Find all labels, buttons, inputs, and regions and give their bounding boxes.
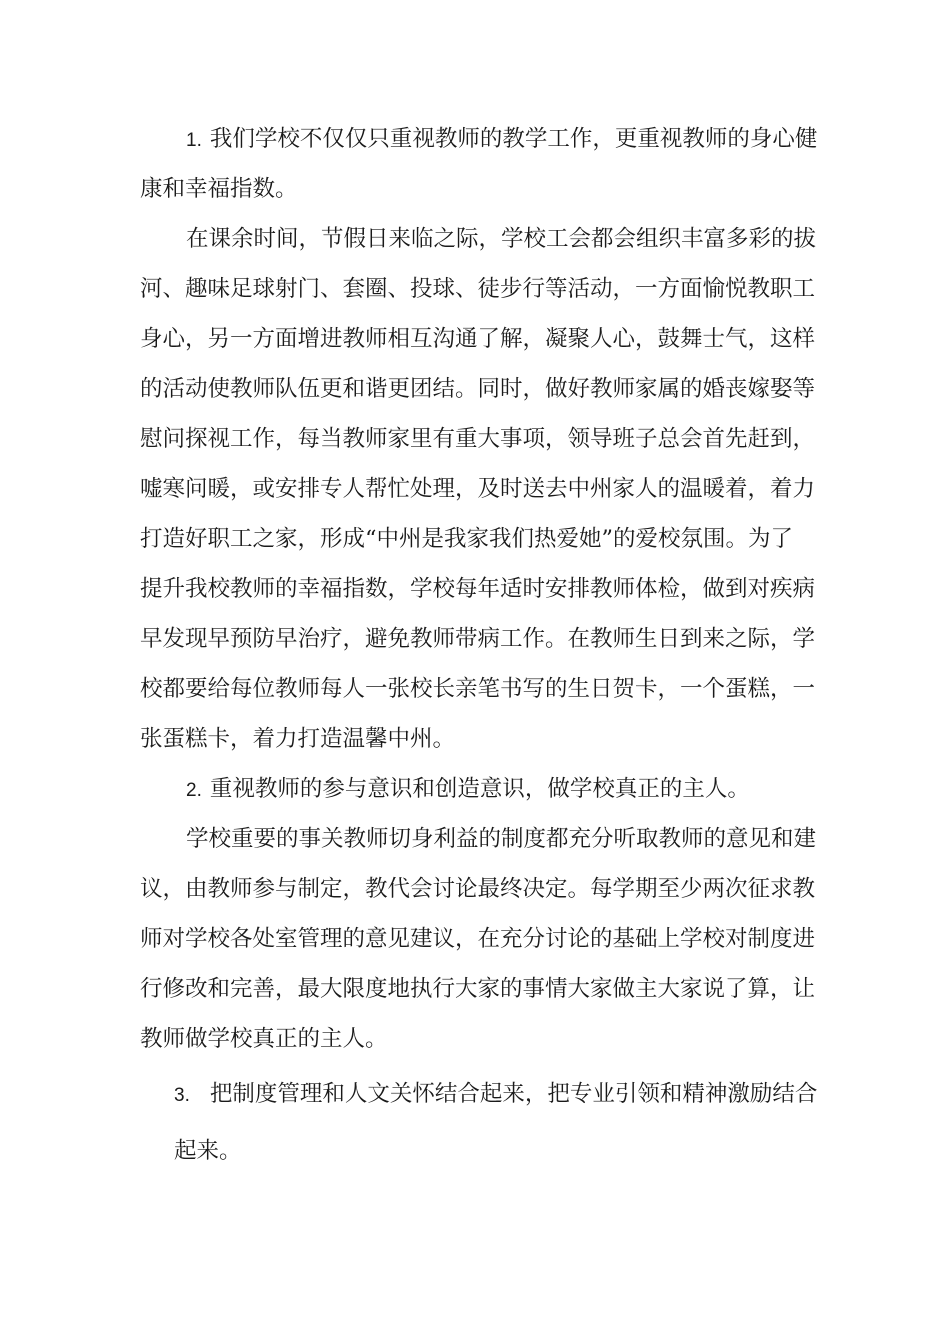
- section-1-body-line: 打造好职工之家，形成“中州是我家我们热爱她”的爱校氛围。为了: [140, 526, 794, 552]
- section-1-body-line: 早发现早预防早治疗，避免教师带病工作。在教师生日到来之际，学: [140, 626, 816, 652]
- section-2-body-line: 议，由教师参与制定，教代会讨论最终决定。每学期至少两次征求教: [140, 876, 816, 902]
- section-1-body-line: 张蛋糕卡，着力打造温馨中州。: [140, 726, 456, 752]
- section-1-heading-line-1: 1. 我们学校不仅仅只重视教师的教学工作，更重视教师的身心健: [186, 126, 818, 152]
- section-1-body-line: 在课余时间，节假日来临之际，学校工会都会组织丰富多彩的拔: [186, 226, 817, 252]
- section-1-body-line: 嘘寒问暖，或安排专人帮忙处理，及时送去中州家人的温暖着，着力: [140, 476, 816, 502]
- section-2-body-line: 行修改和完善，最大限度地执行大家的事情大家做主大家说了算，让: [140, 976, 816, 1002]
- section-2-body-line: 师对学校各处室管理的意见建议，在充分讨论的基础上学校对制度进: [140, 926, 816, 952]
- section-1-number: 1.: [186, 130, 202, 151]
- section-3-number: 3.: [174, 1085, 190, 1106]
- section-3-heading-line-2: 起来。: [174, 1138, 242, 1164]
- section-1-body-line: 河、趣味足球射门、套圈、投球、徒步行等活动，一方面愉悦教职工: [140, 276, 816, 302]
- section-1-body-line: 的活动使教师队伍更和谐更团结。同时，做好教师家属的婚丧嫁娶等: [140, 376, 816, 402]
- section-1-body-line: 提升我校教师的幸福指数，学校每年适时安排教师体检，做到对疾病: [140, 576, 816, 602]
- section-1-heading-line-2: 康和幸福指数。: [140, 176, 298, 202]
- section-1-body-line: 慰问探视工作，每当教师家里有重大事项，领导班子总会首先赶到，: [140, 426, 816, 452]
- section-1-body-line: 身心，另一方面增进教师相互沟通了解，凝聚人心，鼓舞士气，这样: [140, 326, 816, 352]
- section-2-body-line: 教师做学校真正的主人。: [140, 1026, 388, 1052]
- section-2-number: 2.: [186, 780, 202, 801]
- section-2-heading: 2. 重视教师的参与意识和创造意识，做学校真正的主人。: [186, 776, 750, 802]
- section-3-heading-line-1: 3. 把制度管理和人文关怀结合起来，把专业引领和精神激励结合: [174, 1081, 818, 1107]
- section-1-body-line: 校都要给每位教师每人一张校长亲笔书写的生日贺卡，一个蛋糕，一: [140, 676, 816, 702]
- section-2-body-line: 学校重要的事关教师切身利益的制度都充分听取教师的意见和建: [186, 826, 817, 852]
